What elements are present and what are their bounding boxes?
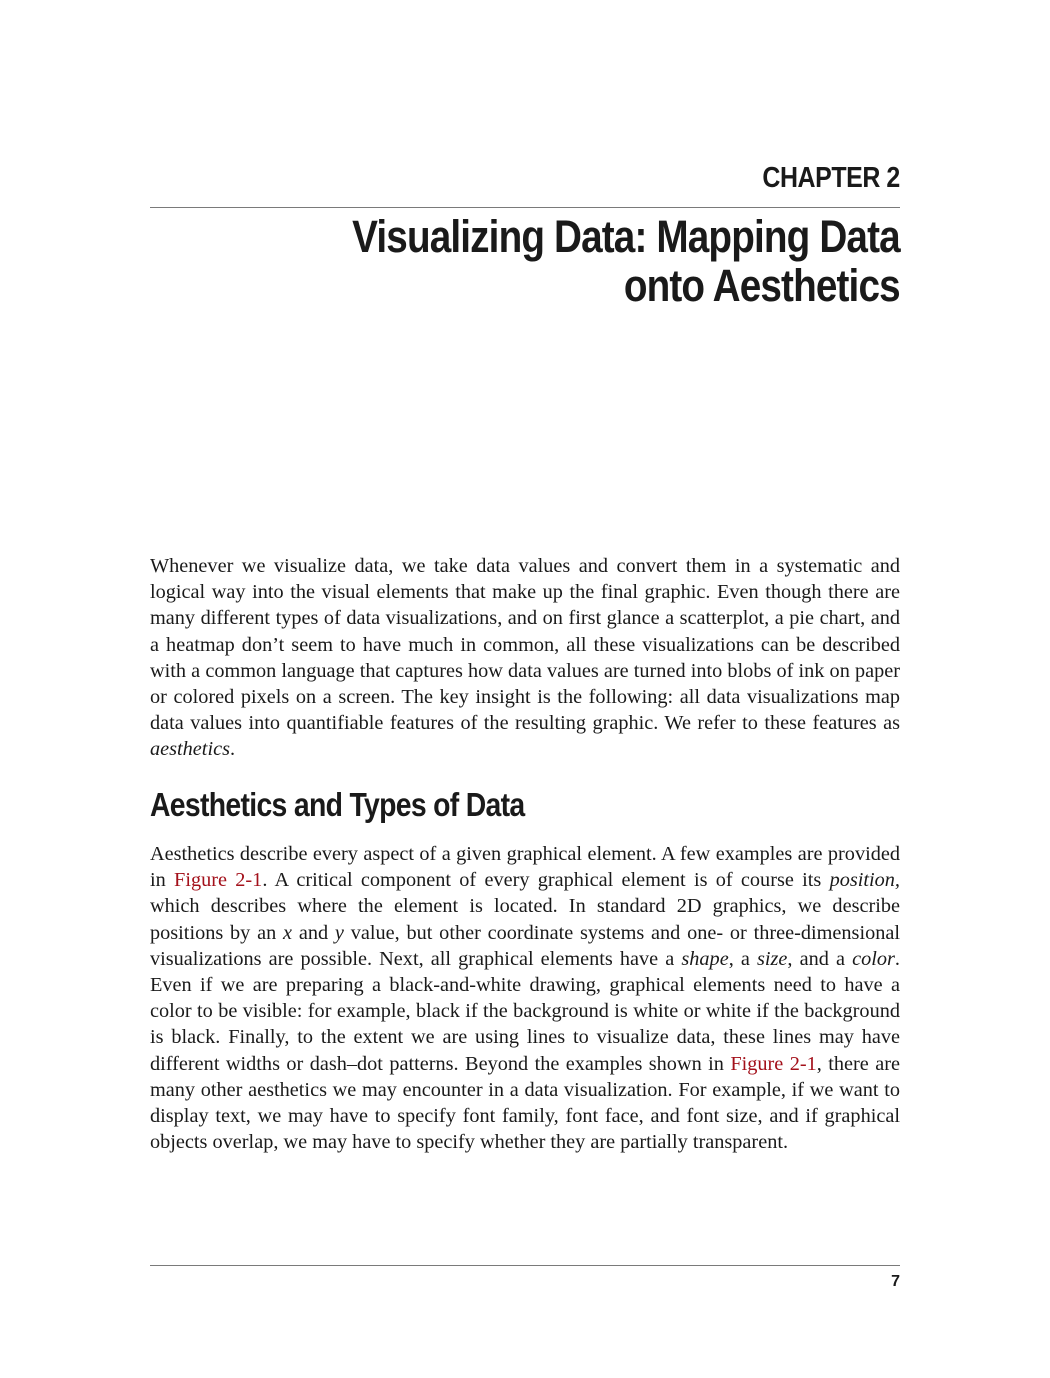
chapter-title-line-2: onto Aesthetics xyxy=(624,260,900,311)
section-text-1: Aesthetics describe every aspect of a given graphical element. A few examples are provided in xyxy=(150,843,900,892)
section-text-2: . A critical component of every graphical element is of course its xyxy=(262,869,830,892)
section-heading: Aesthetics and Types of Data xyxy=(150,786,525,823)
emphasis-color: color xyxy=(852,947,895,970)
emphasis-size: size xyxy=(757,947,788,970)
section-text-8: . Even if we are preparing a black-and-white drawing, graphical elements need to have a color to be visible: for example, black if the background is white or white if the background is black. Finally, to the extent we are using lines to visualize data, these lines may have different widths or dash–dot patterns. Beyond the examples shown in xyxy=(150,947,900,1075)
intro-emphasis-aesthetics: aesthetics xyxy=(150,738,230,761)
section-text-7: , and a xyxy=(787,947,853,970)
chapter-rule xyxy=(150,207,900,208)
chapter-label: CHAPTER 2 xyxy=(762,162,900,194)
emphasis-shape: shape xyxy=(681,947,729,970)
page-number: 7 xyxy=(891,1273,900,1290)
section-text-9: , there are many other aesthetics we may encounter in a data visualization. For example, if we want to display text, we may have to specify font family, font face, and font size, and if graphical objects overlap, we may have to specify whether they are partially transparent. xyxy=(150,1052,900,1154)
chapter-title-line-1: Visualizing Data: Mapping Data xyxy=(352,211,900,262)
emphasis-position: position, xyxy=(829,869,900,892)
footer-rule xyxy=(150,1265,900,1266)
emphasis-x: x xyxy=(283,921,293,944)
figure-2-1-link-second[interactable]: Figure 2-1 xyxy=(730,1052,817,1075)
figure-2-1-link[interactable]: Figure 2-1 xyxy=(174,869,263,892)
intro-text-end: . xyxy=(229,738,236,761)
section-paragraph xyxy=(150,841,900,1155)
section-text-4: and xyxy=(292,921,335,944)
intro-paragraph xyxy=(150,553,900,763)
chapter-title xyxy=(352,212,900,310)
section-text-6: , a xyxy=(728,947,757,970)
emphasis-y: y xyxy=(334,921,344,944)
section-text-5: value, but other coordinate systems and one- or three-dimensional visualizations are possible. Next, all graphical elements have a xyxy=(150,921,901,970)
intro-text: Whenever we visualize data, we take data values and convert them in a systematic and logical way into the visual elements that make up the final graphic. Even though there are many different types of data visualizations, and on first glance a scatterplot, a pie chart, and a heatmap don’t seem to have much in common, all these visualizations can be described with a common language that captures how data values are turned into blobs of ink on paper or colored pixels on a screen. The key insight is the following: all data visualizations map data values into quantifiable features of the resulting graphic. We refer to these features as xyxy=(150,555,900,735)
section-text-3: which describes where the element is located. In standard 2D graphics, we describe positions by an xyxy=(150,895,900,944)
book-page xyxy=(150,0,900,1378)
